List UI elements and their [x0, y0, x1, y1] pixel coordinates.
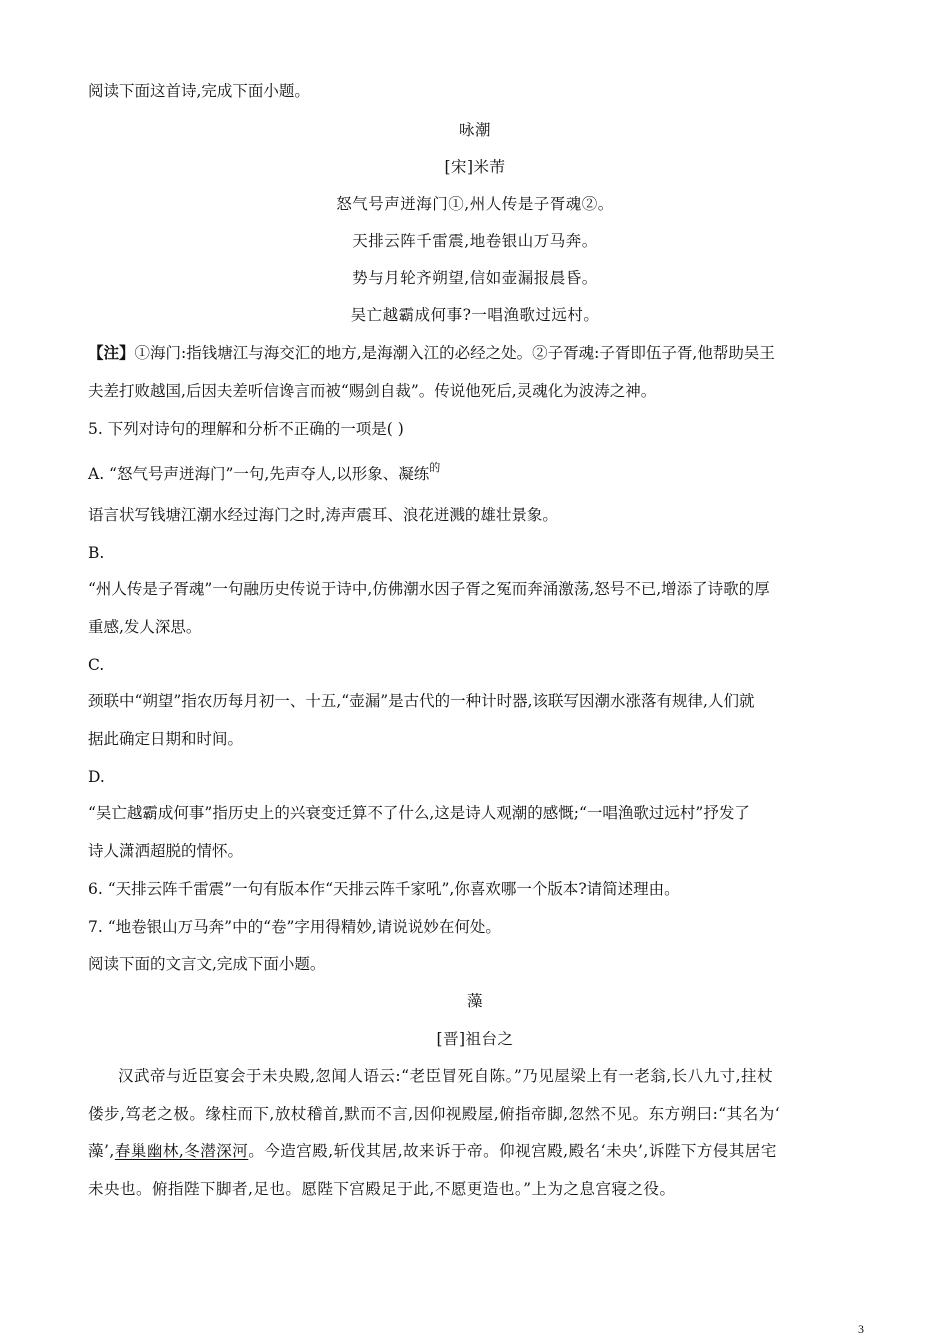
classical-text-3b: 。今造宫殿,斩伐其居,故来诉于帝。仰视宫殿,殿名‘未央’,诉陛下方侵其居宅: [248, 1142, 777, 1160]
classical-title: 藻: [466, 992, 483, 1010]
poem-line-3: 势与月轮齐朔望,信如壶漏报晨昏。: [352, 269, 598, 287]
note-text-1: ①海门:指钱塘江与海交汇的地方,是海潮入江的必经之处。②子胥魂:子胥即伍子胥,他帮助吴王: [134, 344, 775, 362]
option-b-label: B.: [88, 544, 105, 562]
option-d-line-1: “吴亡越霸成何事”指历史上的兴衰变迁算不了什么,这是诗人观潮的感慨;“一唱渔歌过远村”抒发了: [88, 804, 750, 822]
option-a: [88, 461, 441, 486]
option-d-line-2: 诗人潇洒超脱的情怀。: [88, 842, 244, 860]
classical-author: [晋]祖台之: [436, 1030, 514, 1048]
classical-paragraph-line-3: [88, 1141, 777, 1161]
classical-instruction: 阅读下面的文言文,完成下面小题。: [88, 955, 326, 973]
poem-line-1: 怒气号声迸海门①,州人传是子胥魂②。: [336, 195, 614, 213]
option-c-label: C.: [88, 656, 105, 674]
option-c-line-1: 颈联中“朔望”指农历每月初一、十五,“壶漏”是古代的一种计时器,该联写因潮水涨落有规律,人们就: [88, 692, 755, 710]
poem-instruction: 阅读下面这首诗,完成下面小题。: [88, 82, 310, 100]
option-a-continued: 语言状写钱塘江潮水经过海门之时,涛声震耳、浪花迸溅的雄壮景象。: [88, 506, 558, 524]
poem-note-line-1: [88, 343, 775, 363]
option-d-label: D.: [88, 768, 105, 786]
page-number: 3: [858, 1322, 864, 1336]
classical-paragraph-line-4: 未央也。俯指陛下脚者,足也。愿陛下宫殿足于此,不愿更造也。”上为之息宫寝之役。: [88, 1180, 676, 1198]
option-b-line-2: 重感,发人深思。: [88, 618, 202, 636]
poem-note-line-2: 夫差打败越国,后因夫差听信谗言而被“赐剑自裁”。传说他死后,灵魂化为波涛之神。: [88, 382, 657, 400]
poem-title: 咏潮: [458, 121, 491, 139]
question-7: 7. “地卷银山万马奔”中的“卷”字用得精妙,请说说妙在何处。: [88, 918, 501, 936]
option-c-line-2: 据此确定日期和时间。: [88, 730, 244, 748]
classical-text-3a: 藻’,: [88, 1142, 115, 1160]
question-5-stem: 5. 下列对诗句的理解和分析不正确的一项是( ): [88, 420, 404, 438]
option-a-text: A. “怒气号声迸海门”一句,先声夺人,以形象、凝练: [88, 465, 430, 483]
poem-line-2: 天排云阵千雷震,地卷银山万马奔。: [352, 232, 598, 250]
question-6: 6. “天排云阵千雷震”一句有版本作“天排云阵千家吼”,你喜欢哪一个版本?请简述理由。: [88, 880, 680, 898]
poem-line-4: 吴亡越霸成何事?一唱渔歌过远村。: [350, 306, 600, 324]
classical-paragraph-line-1: 汉武帝与近臣宴会于未央殿,忽闻人语云:“老臣冒死自陈。”乃见屋梁上有一老翁,长八九寸,拄杖: [118, 1067, 774, 1085]
classical-paragraph-line-2: 偻步,笃老之极。缘柱而下,放杖稽首,默而不言,因仰视殿屋,俯指帝脚,忽然不见。东方朔曰:“其名为‘: [88, 1105, 781, 1123]
poem-author: [宋]米芾: [444, 158, 506, 176]
underlined-phrase: 春巢幽林,冬潜深河: [114, 1142, 249, 1160]
note-label: 【注】: [88, 343, 135, 362]
option-b-line-1: “州人传是子胥魂”一句融历史传说于诗中,仿佛潮水因子胥之冤而奔涌激荡,怒号不已,增添了诗歌的厚: [88, 580, 770, 598]
option-a-sup: 的: [429, 461, 441, 474]
